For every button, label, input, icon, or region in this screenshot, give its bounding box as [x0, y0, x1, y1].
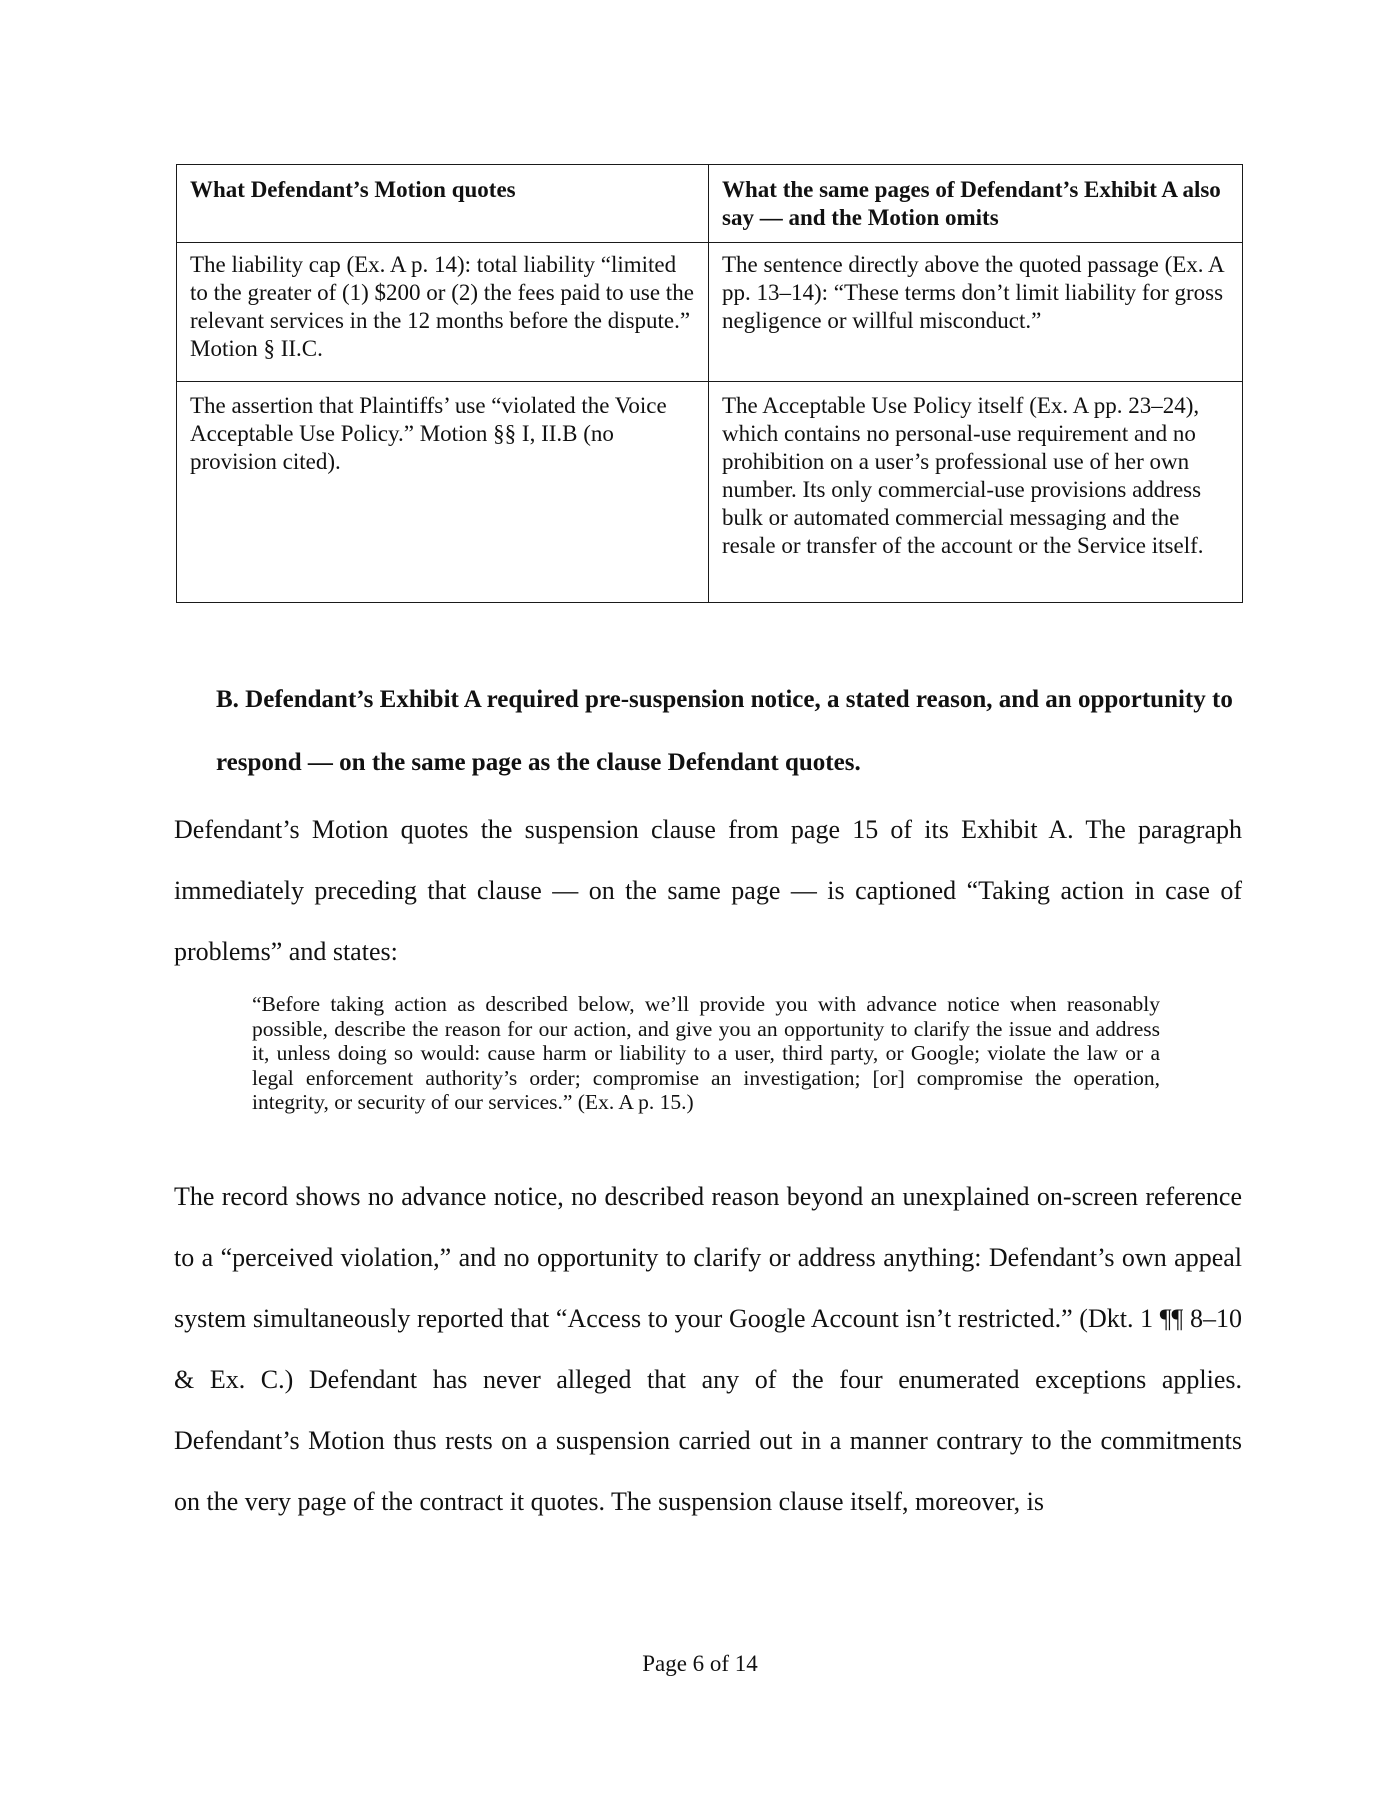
table-header-row [177, 165, 1243, 243]
page-number: Page 6 of 14 [642, 1651, 758, 1676]
table-row [177, 243, 1243, 382]
comparison-table [176, 164, 1243, 603]
table-cell: The Acceptable Use Policy itself (Ex. A pp. 23–24), which contains no personal-use requirement and no prohibition on a user’s professional use of her own number. Its only commercial-use provisions address bulk or automated commercial messaging and the resale or transfer of the account or the Service itself. [709, 382, 1243, 603]
table-row [177, 382, 1243, 603]
table-header-cell: What Defendant’s Motion quotes [177, 165, 709, 243]
table-cell: The liability cap (Ex. A p. 14): total liability “limited to the greater of (1) $200 or (2) the fees paid to use the relevant services in the 12 months before the dispute.” Motion § II.C. [177, 243, 709, 382]
body-paragraph: The record shows no advance notice, no described reason beyond an unexplained on-screen reference to a “perceived violation,” and no opportunity to clarify or address anything: Defendant’s own appeal system simultaneously reported that “Access to your Google Account isn’t restricted.” (Dkt. 1 ¶¶ 8–10 & Ex. C.) Defendant has never alleged that any of the four enumerated exceptions applies. Defendant’s Motion thus rests on a suspension carried out in a manner contrary to the commitments on the very page of the contract it quotes. The suspension clause itself, moreover, is [174, 1182, 1242, 1516]
section-heading: B. Defendant’s Exhibit A required pre-suspension notice, a stated reason, and an opportunity to respond — on the same page as the clause Defendant quotes. [216, 686, 1233, 776]
table-header-cell: What the same pages of Defendant’s Exhibit A also say — and the Motion omits [709, 165, 1243, 243]
table-cell: The sentence directly above the quoted passage (Ex. A pp. 13–14): “These terms don’t limit liability for gross negligence or willful misconduct.” [709, 243, 1243, 382]
body-paragraph: Defendant’s Motion quotes the suspension clause from page 15 of its Exhibit A. The paragraph immediately preceding that clause — on the same page — is captioned “Taking action in case of problems” and states: [174, 815, 1242, 966]
block-quote: “Before taking action as described below, we’ll provide you with advance notice when reasonably possible, describe the reason for our action, and give you an opportunity to clarify the issue and address it, unless doing so would: cause harm or liability to a user, third party, or Google; violate the law or a legal enforcement authority’s order; compromise an investigation; [or] compromise the operation, integrity, or security of our services.” (Ex. A p. 15.) [252, 992, 1160, 1114]
table-cell: The assertion that Plaintiffs’ use “violated the Voice Acceptable Use Policy.” Motion §§ I, II.B (no provision cited). [177, 382, 709, 603]
